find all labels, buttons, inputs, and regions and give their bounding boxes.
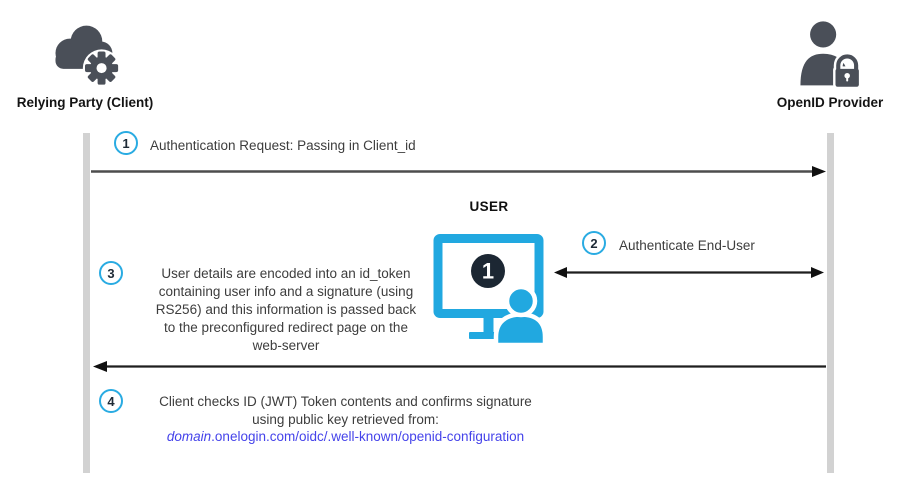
- step-4-badge: 4: [99, 389, 123, 413]
- step-4-text: [143, 393, 548, 446]
- actor-openid-provider-label: OpenID Provider: [776, 95, 884, 110]
- step-4-line-2: using public key retrieved from:: [252, 411, 439, 427]
- step-1-badge: 1: [114, 131, 138, 155]
- lifeline-openid-provider: [827, 133, 834, 473]
- step-1-label: Authentication Request: Passing in Client_id: [150, 138, 416, 153]
- arrow-step-3-left: [92, 358, 827, 375]
- actor-relying-party-label: Relying Party (Client): [16, 95, 154, 110]
- step-3-line-4: to the preconfigured redirect page on the: [164, 320, 408, 335]
- link-domain-part: domain: [166, 429, 212, 444]
- actor-openid-provider: [756, 16, 900, 110]
- step-2-label: Authenticate End-User: [619, 238, 755, 253]
- user-monitor-icon: [433, 229, 545, 345]
- step-4-config-link[interactable]: [143, 428, 548, 446]
- step-3-line-2: containing user info and a signature (using: [158, 284, 414, 299]
- step-3-line-3: RS256) and this information is passed back: [155, 302, 417, 317]
- step-2-badge: 2: [582, 231, 606, 255]
- user-lock-icon: [797, 16, 863, 90]
- lifeline-relying-party: [83, 133, 90, 473]
- actor-relying-party: [8, 16, 162, 110]
- arrow-step-2-both: [553, 264, 825, 281]
- user-label: USER: [469, 199, 509, 214]
- arrow-step-1-right: [90, 163, 827, 180]
- cloud-gear-icon: [49, 16, 121, 90]
- link-path-part: .onelogin.com/oidc/.well-known/openid-configuration: [211, 429, 525, 444]
- monitor-number: 1: [481, 258, 495, 284]
- step-3-badge: 3: [99, 261, 123, 285]
- step-3-line-5: web-server: [252, 338, 320, 353]
- step-3-line-1: User details are encoded into an id_token: [161, 266, 411, 281]
- step-4-line-1: Client checks ID (JWT) Token contents and confirms signature: [159, 394, 532, 409]
- step-3-text: [131, 265, 441, 355]
